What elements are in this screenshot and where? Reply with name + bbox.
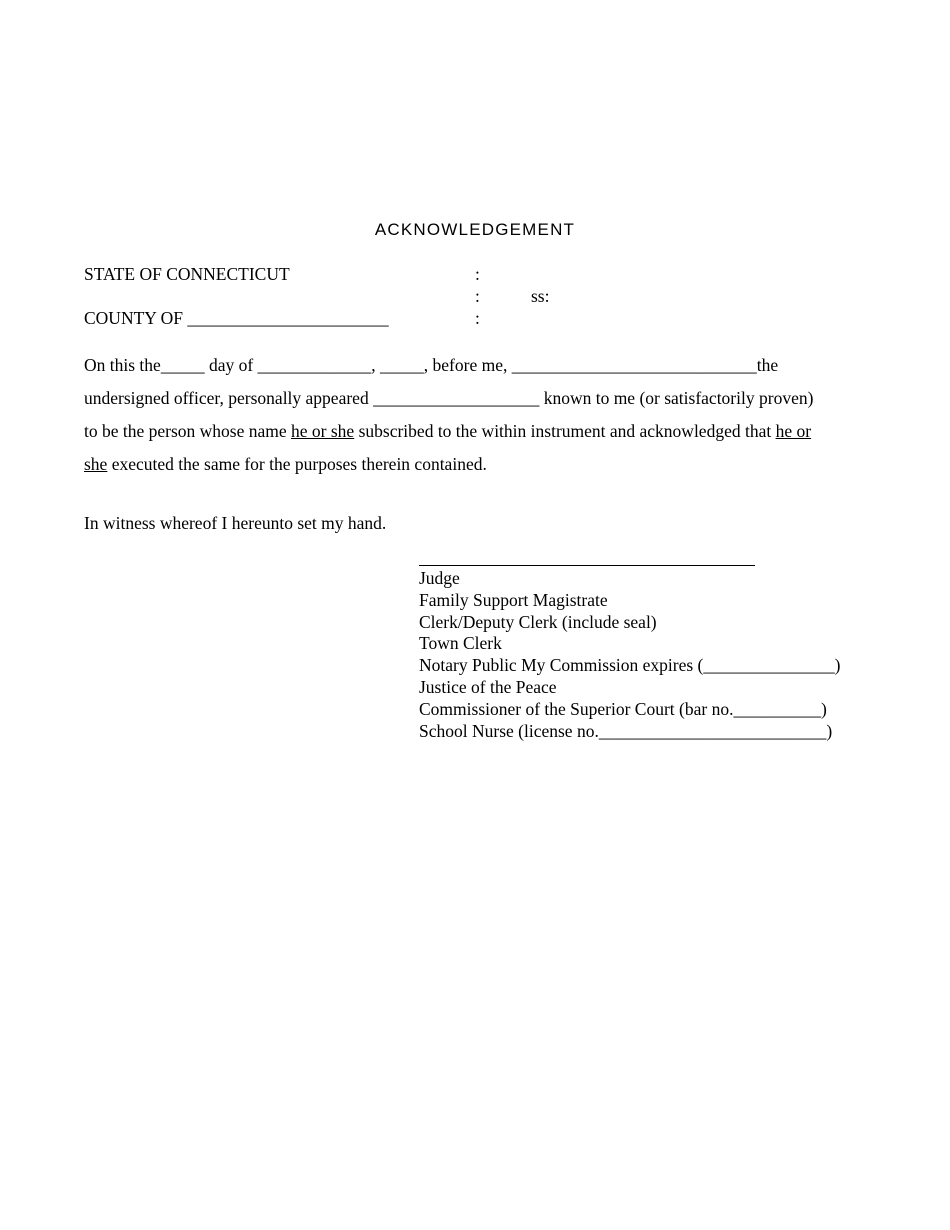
paragraph-text: On this the — [84, 355, 161, 375]
state-label: STATE OF CONNECTICUT — [84, 264, 290, 284]
signer-title: Justice of the Peace — [419, 676, 557, 697]
venue-colon: : — [475, 308, 480, 328]
document-title: ACKNOWLEDGEMENT — [374, 220, 576, 239]
signature-line — [419, 565, 755, 566]
signer-title: Judge — [419, 568, 460, 588]
witness-statement: In witness whereof I hereunto set my hand. — [84, 513, 387, 533]
county-label: COUNTY OF _______________________ — [84, 308, 389, 328]
ss-label: ss: — [531, 286, 550, 306]
venue-colon: : — [475, 264, 480, 284]
pronoun-underlined: he or she — [291, 421, 355, 441]
signer-title: Clerk/Deputy Clerk (include seal) — [419, 611, 657, 632]
paragraph-text: the — [756, 355, 779, 375]
signer-title: School Nurse (license no.__________________________) — [419, 720, 833, 741]
signer-title: Commissioner of the Superior Court (bar no.__________) — [419, 698, 827, 719]
signer-title: Notary Public My Commission expires (_______________) — [419, 655, 841, 676]
paragraph-line — [84, 448, 869, 481]
signer-title-list — [419, 568, 840, 742]
paragraph-line — [84, 382, 869, 415]
venue-colon: : — [475, 286, 480, 306]
paragraph-text: subscribed to the within instrument and acknowledged that — [354, 421, 776, 441]
pronoun-underlined: he or — [775, 421, 812, 441]
paragraph-text: executed the same for the purposes therein contained. — [107, 454, 487, 474]
signer-title: Town Clerk — [419, 633, 502, 654]
blank-fields: _____ day of _____________, _____, before me, ____________________________ — [160, 355, 757, 375]
paragraph-line — [84, 415, 869, 448]
pronoun-underlined: she — [84, 454, 108, 474]
paragraph-line — [84, 349, 869, 382]
signer-title: Family Support Magistrate — [419, 589, 608, 610]
paragraph-text: undersigned officer, personally appeared ___________________ known to me (or satisfactorily proven) — [84, 388, 814, 408]
paragraph-text: to be the person whose name — [84, 421, 292, 441]
acknowledgement-paragraph — [84, 349, 869, 481]
